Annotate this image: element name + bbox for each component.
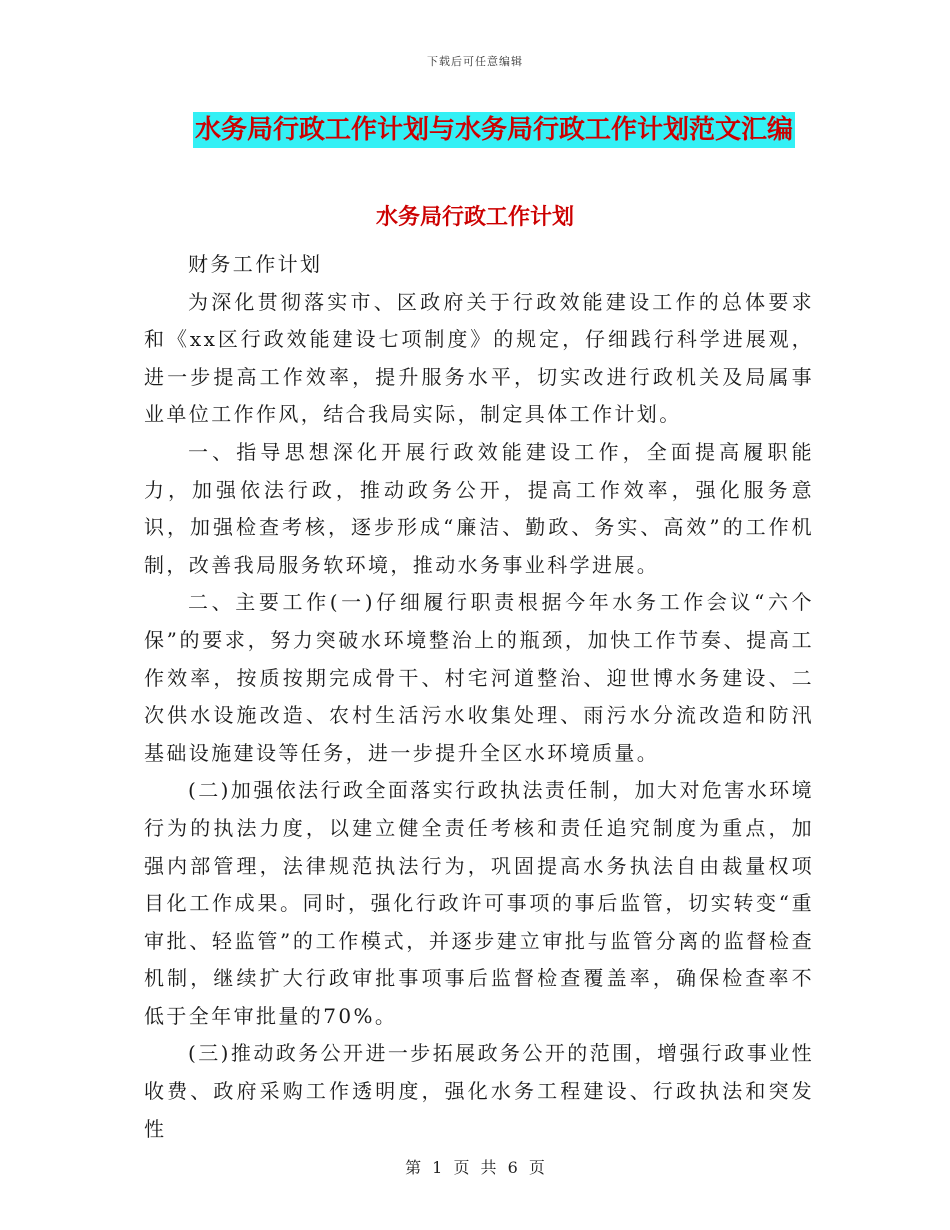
paragraph: 财务工作计划 <box>188 252 323 276</box>
paragraph: 为深化贯彻落实市、区政府关于行政效能建设工作的总体要求和《xx区行政效能建设七项制度》的规定，仔细践行科学进展观，进一步提高工作效率，提升服务水平，切实改进行政机关及局属事业单位工作作风，结合我局实际，制定具体工作计划。 <box>144 289 814 427</box>
document-title-wrap <box>0 112 950 148</box>
paragraph: 二、主要工作(一)仔细履行职责根据今年水务工作会议“六个保”的要求，努力突破水环境整治上的瓶颈，加快工作节奏、提高工作效率，按质按期完成骨干、村宅河道整治、迎世博水务建设、二次供水设施改造、农村生活污水收集处理、雨污水分流改造和防汛基础设施建设等任务，进一步提升全区水环境质量。 <box>144 590 814 765</box>
document-title: 水务局行政工作计划与水务局行政工作计划范文汇编 <box>193 112 795 148</box>
paragraph: (二)加强依法行政全面落实行政执法责任制，加大对危害水环境行为的执法力度，以建立健全责任考核和责任追究制度为重点，加强内部管理，法律规范执法行为，巩固提高水务执法自由裁量权项目化工作成果。同时，强化行政许可事项的事后监管，切实转变“重审批、轻监管”的工作模式，并逐步建立审批与监管分离的监督检查机制，继续扩大行政审批事项事后监督检查覆盖率，确保检查率不低于全年审批量的70%。 <box>144 778 814 1028</box>
section-title: 水务局行政工作计划 <box>375 205 574 230</box>
paragraph: (三)推动政务公开进一步拓展政务公开的范围，增强行政事业性收费、政府采购工作透明度，强化水务工程建设、行政执法和突发性 <box>144 1041 814 1141</box>
paragraph: 一、指导思想深化开展行政效能建设工作，全面提高履职能力，加强依法行政，推动政务公开，提高工作效率，强化服务意识，加强检查考核，逐步形成“廉洁、勤政、务实、高效”的工作机制，改善我局服务软环境，推动水务事业科学进展。 <box>144 439 814 577</box>
page-number: 第 1 页 共 6 页 <box>405 1158 545 1177</box>
document-body <box>144 246 814 1148</box>
header-note: 下载后可任意编辑 <box>427 55 523 68</box>
